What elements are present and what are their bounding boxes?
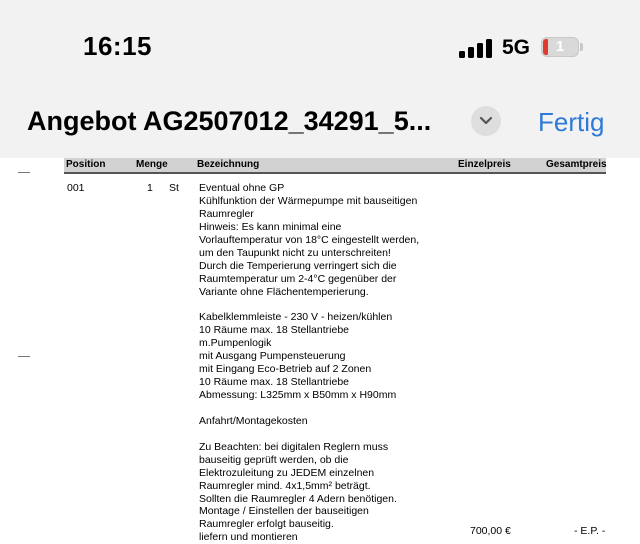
description-line: Montage / Einstellen der bauseitigen	[199, 505, 369, 518]
cellular-signal-icon	[459, 38, 493, 58]
description-line: Kühlfunktion der Wärmepumpe mit bauseitigen	[199, 194, 418, 207]
row-position: 001	[67, 182, 85, 194]
description-line: um den Taupunkt nicht zu unterschreiten!	[199, 246, 391, 259]
description-line: Anfahrt/Montagekosten	[199, 414, 308, 427]
network-type: 5G	[502, 36, 531, 59]
header-bezeichnung: Bezeichnung	[197, 159, 260, 170]
margin-mark	[18, 172, 30, 173]
row-einheit: St	[169, 182, 179, 194]
description-line: Elektrozuleitung zu JEDEM einzelnen	[199, 466, 375, 479]
battery-icon	[541, 37, 583, 59]
description-line: Durch die Temperierung verringert sich die	[199, 259, 397, 272]
header-gesamtpreis: Gesamtpreis	[546, 159, 607, 170]
description-line: mit Ausgang Pumpensteuerung	[199, 350, 346, 363]
description-line: Raumtemperatur um 2-4°C gegenüber der	[199, 272, 397, 285]
description-line	[199, 428, 439, 441]
row-einzelpreis: 700,00 €	[470, 525, 511, 537]
navigation-bar	[0, 92, 640, 159]
row-description	[199, 182, 439, 544]
description-line: 10 Räume max. 18 Stellantriebe	[199, 376, 349, 389]
done-button[interactable]: Fertig	[538, 107, 605, 137]
battery-level: 1	[555, 38, 565, 55]
description-line: Variante ohne Flächentemperierung.	[199, 285, 369, 298]
description-line: Vorlauftemperatur von 18°C eingestellt werden,	[199, 233, 420, 246]
description-line: Sollten die Raumregler 4 Adern benötigen.	[199, 492, 397, 505]
description-line: Raumregler erfolgt bauseitig.	[199, 518, 334, 531]
description-line	[199, 298, 439, 311]
description-line: Raumregler mind. 4x1,5mm² beträgt.	[199, 479, 371, 492]
document-page[interactable]	[0, 158, 640, 544]
description-line: Hinweis: Es kann minimal eine	[199, 220, 342, 233]
description-line: Abmessung: L325mm x B50mm x H90mm	[199, 389, 397, 401]
description-line: Kabelklemmleiste - 230 V - heizen/kühlen	[199, 311, 393, 324]
description-line: liefern und montieren	[199, 531, 298, 544]
status-time: 16:15	[83, 31, 152, 61]
table-header	[64, 158, 606, 174]
header-position: Position	[66, 159, 106, 170]
margin-mark	[18, 356, 30, 357]
description-line: Raumregler	[199, 207, 254, 220]
header-menge: Menge	[136, 159, 168, 170]
description-line: m.Pumpenlogik	[199, 337, 272, 350]
chevron-down-icon[interactable]	[471, 106, 501, 136]
description-line: Eventual ohne GP	[199, 182, 285, 194]
description-line: mit Eingang Eco-Betrieb auf 2 Zonen	[199, 363, 372, 376]
description-line: Zu Beachten: bei digitalen Reglern muss	[199, 440, 389, 453]
document-title[interactable]: Angebot AG2507012_34291_5...	[27, 106, 432, 136]
description-line: bauseitig geprüft werden, ob die	[199, 453, 349, 466]
row-gesamtpreis: - E.P. -	[574, 525, 606, 537]
header-einzelpreis: Einzelpreis	[458, 159, 511, 170]
status-bar	[0, 0, 640, 92]
description-line: 10 Räume max. 18 Stellantriebe	[199, 324, 349, 337]
row-menge: 1	[147, 182, 153, 194]
description-line	[199, 402, 439, 415]
